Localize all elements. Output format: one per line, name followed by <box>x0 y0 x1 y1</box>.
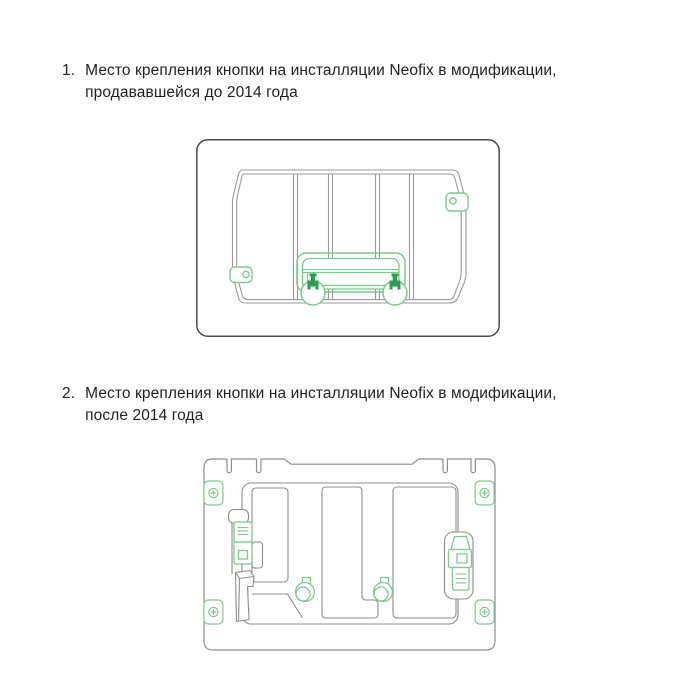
post-2014-installation-drawing <box>203 458 496 651</box>
outer-frame-box <box>197 140 499 336</box>
latch-left <box>234 522 252 564</box>
figure-2-text: Место крепления кнопки на инсталляции Neofix в модификации, после 2014 года <box>85 385 557 424</box>
figure-1-number: 1. <box>62 62 76 79</box>
screw-pad-top-left <box>204 481 223 505</box>
fixing-tab-right <box>446 193 468 211</box>
figure-1-diagram <box>196 139 500 337</box>
screw-pad-top-right <box>475 481 494 505</box>
latch-right <box>449 537 472 591</box>
figure-2-diagram <box>203 458 496 651</box>
screw-pad-bottom-right <box>475 600 494 624</box>
panel-middle <box>322 487 378 618</box>
screw-pad-bottom-left <box>204 600 223 624</box>
keyhole-mounts <box>296 578 393 602</box>
recess-outline <box>242 483 458 624</box>
keyhole-mount-right <box>374 578 393 602</box>
keyhole-mount-left <box>296 578 315 602</box>
figure-1-caption <box>62 60 593 104</box>
inner-recess <box>242 483 458 624</box>
figure-2-caption <box>62 383 593 427</box>
bottom-left-contour <box>252 594 303 618</box>
button-mounting-bracket <box>297 253 407 305</box>
figure-2-number: 2. <box>62 385 76 402</box>
figure-1-text: Место крепления кнопки на инсталляции Neofix в модификации, продававшейся до 2014 года <box>85 62 557 101</box>
pre-2014-installation-drawing <box>196 139 500 337</box>
fixing-tab-left <box>230 267 252 283</box>
